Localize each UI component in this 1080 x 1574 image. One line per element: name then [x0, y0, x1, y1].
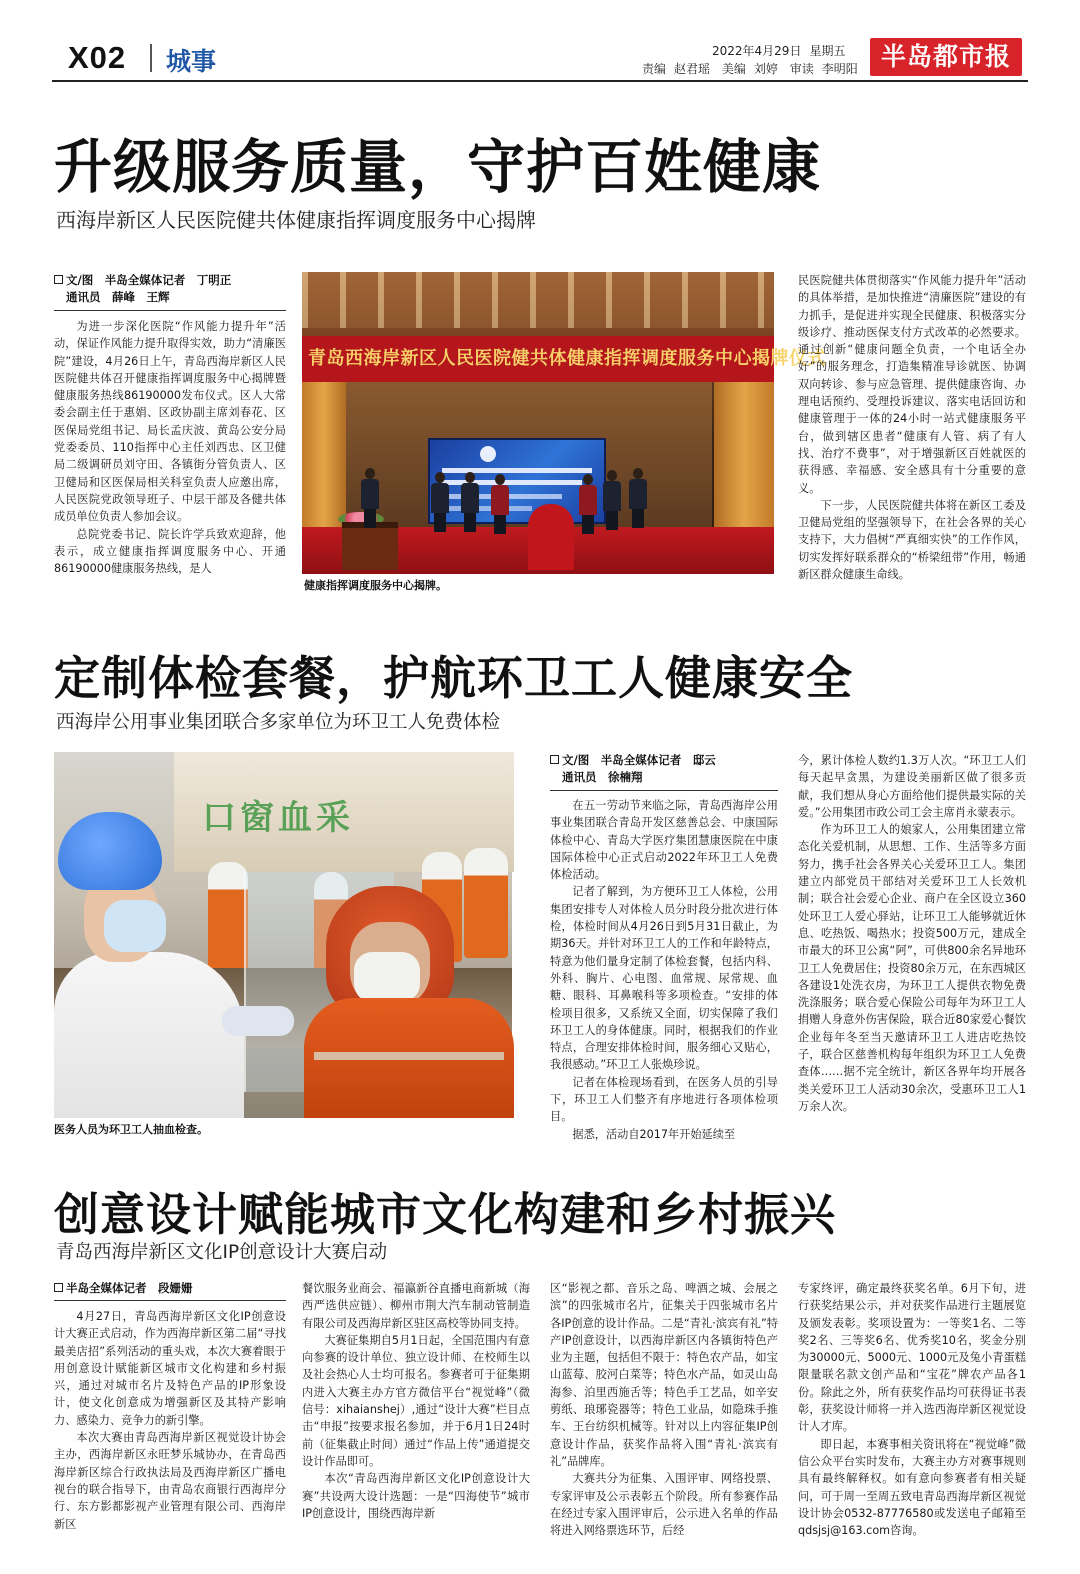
section-title: 城事 [166, 47, 217, 76]
article1-column-1 [54, 318, 286, 590]
article2-photo-caption: 医务人员为环卫工人抽血检查。 [54, 1123, 208, 1136]
article2-column-1 [550, 797, 778, 1139]
paragraph: 下一步，人民医院健共体将在新区工委及卫健局党组的坚强领导下，在社会各界的关心支持下，大力倡树“严真细实快”的工作作风，切实发挥好联系群众的“桥梁纽带”作用，畅通新区群众健康生命线。 [798, 498, 1026, 582]
paragraph: 据悉，活动自2017年开始延续至 [572, 1127, 736, 1141]
window-sign: 口窗血采 [202, 798, 354, 838]
byline-rule [54, 310, 286, 311]
editor-role: 美编 [721, 62, 746, 76]
paragraph: 大赛共分为征集、入围评审、网络投票、专家评审及公示表彰五个阶段。所有参赛作品在经过专家入围评审后，公示进入名单的作品将进入网络票选环节，后经 [550, 1472, 778, 1538]
unveiled-plaque [528, 504, 574, 570]
editor-role: 责编 [642, 62, 667, 76]
paragraph: 本次“青岛西海岸新区文化IP创意设计大赛”共设两大设计选题：一是“四海使节”城市IP创意设计，围绕西海岸新 [302, 1472, 530, 1520]
article2-byline [550, 752, 780, 786]
editor-credits [642, 60, 866, 77]
photo-banner: 青岛西海岸新区人民医院健共体健康指挥调度服务中心揭牌仪式 [302, 336, 774, 382]
paragraph: 专家终评，确定最终获奖名单。6月下旬，进行获奖结果公示，并对获奖作品进行主题展览及颁发表彰。奖项设置为：一等奖1名、二等奖2名、三等奖6名、优秀奖10名，奖金分别为30000元、5000元、1000元及兔小青蛋糕限量联名款文创产品和“宝花”牌农产品各1份。除此之外，所有获奖作品均可获得证书表彰，获奖设计师将一并入选西海岸新区视觉设计人才库。 [798, 1282, 1026, 1434]
article1-subhead: 西海岸新区人民医院健共体健康指挥调度服务中心揭牌 [56, 208, 536, 232]
editor-role: 审读 [789, 62, 814, 76]
issue-date [712, 42, 853, 59]
paragraph: 总院党委书记、院长许学兵致欢迎辞，他表示，成立健康指挥调度服务中心、开通86190000健康服务热线，是人 [54, 527, 286, 576]
article3-column-1 [54, 1308, 286, 1562]
date-text: 2022年4月29日 [712, 44, 802, 58]
paragraph: 区“影视之都、音乐之岛、啤酒之城、会展之滨”的四张城市名片，征集关于四张城市名片各IP创意的设计作品。二是“青礼·滨宾有礼”特产IP创意设计，以西海岸新区内各镇街特色产业为主题，包括但不限于：特色农产品，如宝山蓝莓、胶河白菜等；特色水产品，如灵山岛海参、泊里西施舌等；特色手工艺品，如辛安剪纸、琅琊瓷器等；特色工业品，如隐珠手推车、王台纺织机械等。针对以上内容征集IP创意设计作品，获奖作品将入围“青礼·滨宾有礼”品牌库。 [550, 1282, 778, 1468]
article1-ceremony-photo [302, 272, 826, 574]
article2-headline: 定制体检套餐，护航环卫工人健康安全 [54, 651, 853, 705]
paragraph: 记者在体检现场看到，在医务人员的引导下，环卫工人们整齐有序地进行各项体检项目。 [550, 1075, 778, 1124]
paragraph: 为进一步深化医院“作风能力提升年”活动，保证作风能力提升取得实效，助力“清廉医院”建设，4月26日上午，青岛西海岸新区人民医院健共体召开健康指挥调度服务中心揭牌暨健康服务热线86190000发布仪式。区人大常委会副主任于惠娟、区政协副主席刘春花、区医保局党组书记、局长孟庆波、黄岛公安分局党委委员、110指挥中心主任刘西忠、区卫健局二级调研员刘守田、各镇街分管负责人、区卫健局和区医保局相关科室负责人应邀出席，人民医院党政领导班子、中层干部及各健共体成员单位负责人参加会议。 [54, 320, 286, 524]
article3-byline [54, 1280, 286, 1297]
paragraph: 4月27日，青岛西海岸新区文化IP创意设计大赛正式启动，作为西海岸新区第二届“寻找最美店招”系列活动的重头戏，本次大赛着眼于用创意设计赋能新区城市文化构建和乡村振兴，通过对城市名片及特色产品的IP形象设计，使文化创意成为增强新区及其特产影响力、感染力、竞争力的新引擎。 [54, 1310, 286, 1427]
byline-box-icon [550, 755, 559, 764]
byline-correspondent: 通讯员 徐楠翔 [562, 770, 643, 784]
page-header [52, 38, 1028, 82]
paragraph: 作为环卫工人的娘家人，公用集团建立常态化关爱机制，从思想、工作、生活等多方面努力，携手社会各界关心关爱环卫工人。集团建立内部党员干部结对关爱环卫工人长效机制；联合社会爱心企业、商户在全区设立360处环卫工人爱心驿站，让环卫工人能够就近休息、吃热饭、喝热水；投资500万元，建成全市最大的环卫公寓“阿”，可供800余名异地环卫工人免费居住；投资80余万元，在东西城区各建设1处洗衣房，为环卫工人提供衣物免费洗涤服务；联合爱心保险公司每年为环卫工人捐赠人身意外伤害保险，联合近80家爱心餐饮企业每年冬至当天邀请环卫工人进店吃热饺子，联合区慈善机构每年组织为环卫工人免费查体……据不完全统计，新区各界年均开展各类关爱环卫工人活动30余次，受惠环卫工人1万余人次。 [798, 823, 1026, 1113]
editor-name: 李明阳 [821, 62, 858, 76]
article3-headline: 创意设计赋能城市文化构建和乡村振兴 [54, 1188, 837, 1241]
paragraph: 记者了解到，为方便环卫工人体检，公用集团安排专人对体检人员分时段分批次进行体检，体检时间从4月26日到5月31日截止，为期36天。并针对环卫工人的工作和年龄特点，特意为他们量身定制了体检套餐，包括内科、外科、胸片、心电图、血常规、尿常规、血糖、眼科、耳鼻喉科等多项检查。“安排的体检项目很多，又系统又全面，切实保障了我们环卫工人的身体健康。同时，根据我们的作业特点，合理安排体检时间，服务细心又贴心，我很感动。”环卫工人张焕珍说。 [550, 885, 778, 1072]
byline-box-icon [54, 275, 63, 284]
article2-blood-draw-photo [54, 752, 512, 1118]
byline-rule [54, 1300, 286, 1301]
article2-subhead: 西海岸公用事业集团联合多家单位为环卫工人免费体检 [56, 712, 501, 733]
podium [342, 522, 398, 570]
byline-reporter: 文/图 半岛全媒体记者 丁明正 [66, 273, 232, 287]
paragraph: 在五一劳动节来临之际，青岛西海岸公用事业集团联合青岛开发区慈善总会、中康国际体检中心、青岛大学医疗集团慧康医院在中康国际体检中心正式启动2022年环卫工人免费体检活动。 [550, 799, 778, 882]
byline-correspondent: 通讯员 薛峰 王辉 [66, 290, 170, 304]
paragraph: 今，累计体检人数约1.3万人次。“环卫工人们每天起早贪黑，为建设美丽新区做了很多贡献，我们想从身心方面给他们提供最实际的关爱。”公用集团市政公司工会主席肖永蒙表示。 [798, 754, 1026, 819]
paragraph: 餐饮服务业商会、福瀛新谷直播电商新城（海西严选供应链）、柳州市荆大汽车制动管制造有限公司及西海岸新区驻区高校等协同支持。 [302, 1282, 530, 1330]
article1-headline: 升级服务质量，守护百姓健康 [54, 133, 822, 201]
article1-photo-caption: 健康指挥调度服务中心揭牌。 [304, 579, 447, 592]
byline-reporter: 文/图 半岛全媒体记者 邸云 [562, 753, 716, 767]
nurse-gown [54, 952, 244, 1118]
byline-rule [550, 790, 778, 791]
paragraph: 大赛征集期自5月1日起，全国范围内有意向参赛的设计单位、独立设计师、在校师生以及社会热心人士均可报名。参赛者可于征集期内进入大赛主办方官方微信平台“视觉峰”（微信号：xihaianshej）,通过“设计大赛”栏目点击“申报”按要求报名参加，并于6月1日24时前（征集截止时间）通过“作品上传”通道提交设计作品即可。 [302, 1333, 530, 1468]
paragraph: 即日起，本赛事相关资讯将在“视觉峰”微信公众平台实时发布，大赛主办方对赛事规则具有最终解释权。如有意向参赛者有相关疑问，可于周一至周五致电青岛西海岸新区视觉设计协会0532-87776580或发送电子邮箱至qdsjsj@163.com咨询。 [798, 1437, 1026, 1538]
byline-reporter: 半岛全媒体记者 段姗姗 [66, 1281, 193, 1295]
article1-column-3 [798, 272, 1026, 596]
paragraph: 本次大赛由青岛西海岸新区视觉设计协会主办，西海岸新区永旺梦乐城协办，在青岛西海岸新区综合行政执法局及西海岸新区广播电视台的联合指导下，由青岛农商银行西海岸分行、东方影都影视产业管理有限公司、西海岸新区 [54, 1431, 286, 1531]
newspaper-masthead-logo: 半岛都市报 [870, 38, 1022, 76]
editor-name: 赵君瑶 [674, 62, 711, 76]
header-divider [150, 44, 152, 72]
article3-column-4 [798, 1280, 1026, 1562]
editor-name: 刘婷 [753, 62, 778, 76]
article3-column-2 [302, 1280, 530, 1562]
header-rule [52, 80, 1028, 82]
article2-column-2 [798, 752, 1026, 1140]
paragraph: 民医院健共体贯彻落实“作风能力提升年”活动的具体举措，是加快推进“清廉医院”建设的有力抓手，是促进并实现全民健康、积极落实分级诊疗、推动医保支付方式改革的必然要求。通过创新“健康问题全负责，一个电话全办好”的服务理念，打造集精准导诊就医、协调双向转诊、参与应急管理、提供健康咨询、办理电话预约、受理投诉建议、落实电话回访和健康管理于一体的24小时一站式健康服务平台，做到辖区患者“健康有人管、病了有人找、治疗不费事”，对于增强新区百姓就医的获得感、幸福感、安全感具有十分重要的意义。 [798, 274, 1026, 495]
weekday-text: 星期五 [809, 44, 846, 58]
page-number: X02 [68, 40, 127, 75]
article1-byline [54, 272, 294, 306]
byline-box-icon [54, 1283, 63, 1292]
article3-subhead: 青岛西海岸新区文化IP创意设计大赛启动 [56, 1242, 388, 1263]
article3-column-3 [550, 1280, 778, 1562]
